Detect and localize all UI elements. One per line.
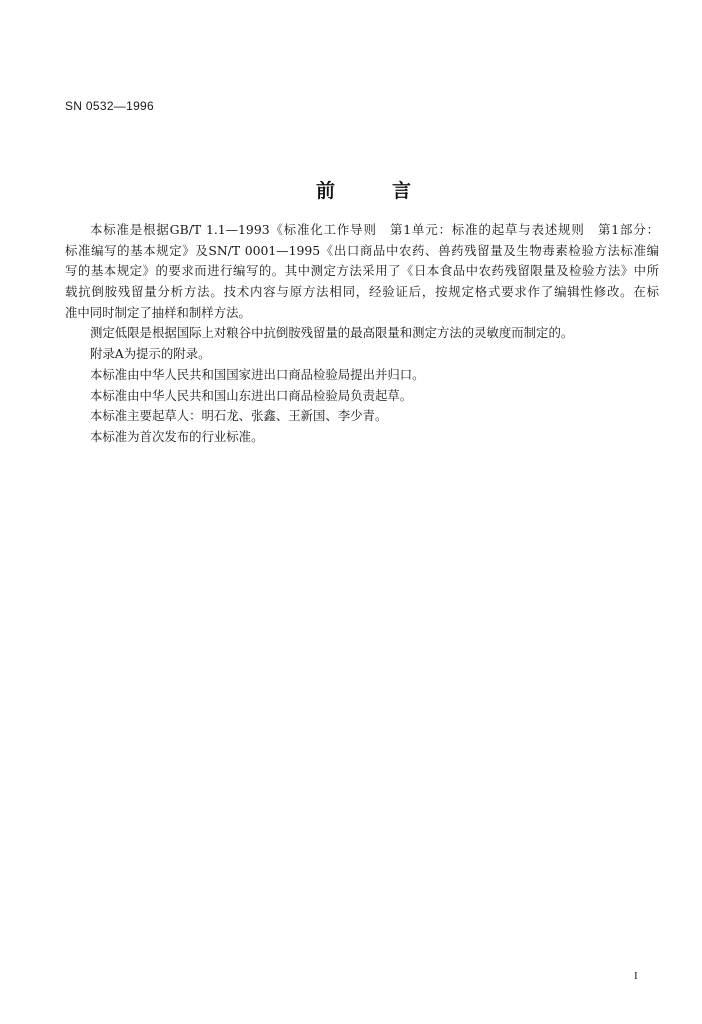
body-line: 标准编写的基本规定》及SN/T 0001—1995《出口商品中农药、兽药残留量及生物毒素检验方法标准编 <box>65 242 659 258</box>
page-title: 前 言 <box>316 180 431 202</box>
body-line: 附录A为提示的附录。 <box>90 346 211 362</box>
page-number: I <box>634 970 638 982</box>
body-line: 本标准为首次发布的行业标准。 <box>90 428 264 444</box>
body-line: 本标准是根据GB/T 1.1—1993《标准化工作导则 第1单元：标准的起草与表述规则 第1部分： <box>90 222 659 237</box>
standard-code: SN 0532—1996 <box>65 99 154 113</box>
body-line: 准中同时制定了抽样和制样方法。 <box>65 304 251 320</box>
body-line: 载抗倒胺残留量分析方法。技术内容与原方法相同，经验证后，按规定格式要求作了编辑性修改。在标 <box>65 284 659 300</box>
body-line: 本标准由中华人民共和国国家进出口商品检验局提出并归口。 <box>90 366 425 382</box>
body-line: 本标准由中华人民共和国山东进出口商品检验局负责起草。 <box>90 387 413 403</box>
body-line: 写的基本规定》的要求而进行编写的。其中测定方法采用了《日本食品中农药残留限量及检验方法》中所 <box>65 263 659 279</box>
body-line: 本标准主要起草人：明石龙、张鑫、王新国、李少青。 <box>90 408 388 424</box>
foreword-body <box>65 220 659 448</box>
body-line: 测定低限是根据国际上对粮谷中抗倒胺残留量的最高限量和测定方法的灵敏度而制定的。 <box>90 325 574 341</box>
